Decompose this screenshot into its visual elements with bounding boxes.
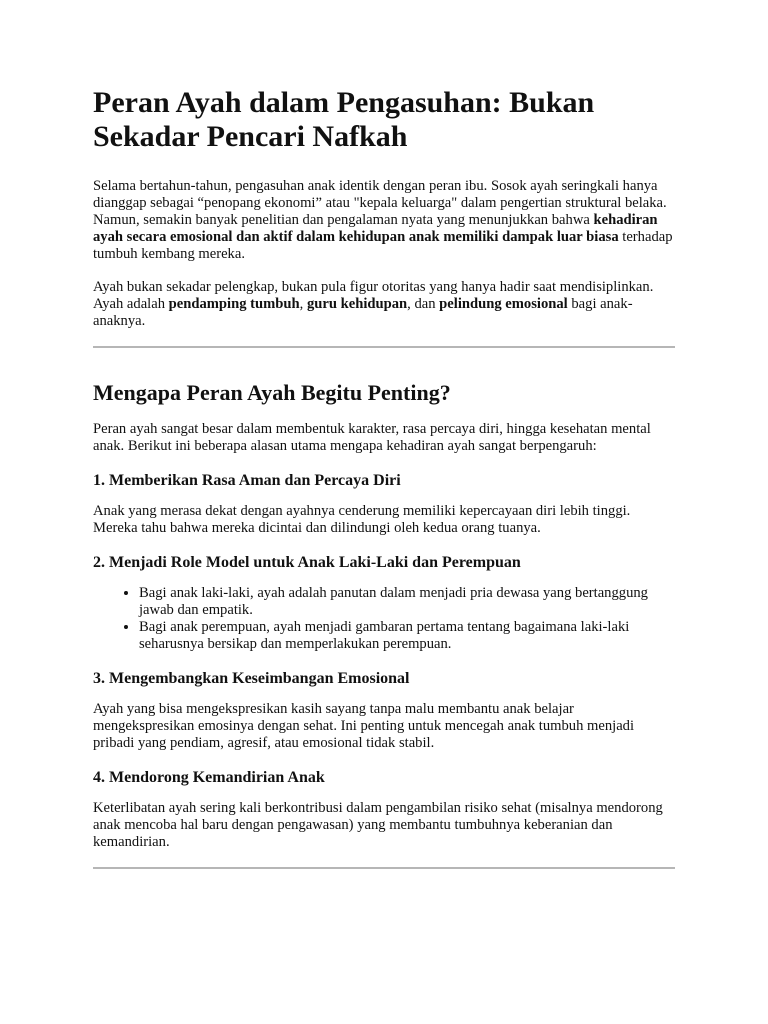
page-title: Peran Ayah dalam Pengasuhan: Bukan Sekadar Pencari Nafkah bbox=[93, 86, 595, 153]
section-divider-bottom bbox=[93, 867, 675, 869]
point-heading-1: 1. Memberikan Rasa Aman dan Percaya Diri bbox=[93, 472, 401, 489]
intro-text: bagi anak-anaknya. bbox=[93, 296, 633, 329]
intro-text: , bbox=[299, 296, 307, 312]
intro-emphasis: pendamping tumbuh bbox=[168, 296, 300, 312]
intro-text: , dan bbox=[407, 296, 440, 312]
point-heading-4: 4. Mendorong Kemandirian Anak bbox=[93, 769, 325, 786]
point-body-1: Anak yang merasa dekat dengan ayahnya cenderung memiliki kepercayaan diri lebih tinggi. Mereka tahu bahwa mereka dicintai dan dilindungi oleh kedua orang tuanya. bbox=[93, 503, 631, 536]
intro-emphasis: guru kehidupan bbox=[306, 296, 408, 312]
intro-emphasis: kehadiran ayah secara emosional dan aktif dalam kehidupan anak memiliki dampak luar biasa bbox=[93, 212, 658, 245]
point-heading-3: 3. Mengembangkan Keseimbangan Emosional bbox=[93, 670, 410, 687]
role-model-list bbox=[93, 585, 675, 653]
intro-text: Ayah bukan sekadar pelengkap, bukan pula figur otoritas yang hanya hadir saat mendisiplinkan. Ayah adalah bbox=[93, 279, 654, 312]
list-item: • Bagi anak laki-laki, ayah adalah panutan dalam menjadi pria dewasa yang bertanggung jawab dan empatik. bbox=[139, 585, 675, 619]
intro-text: terhadap tumbuh kembang mereka. bbox=[93, 229, 673, 262]
intro-paragraph-1 bbox=[93, 178, 675, 263]
point-body-4: Keterlibatan ayah sering kali berkontribusi dalam pengambilan risiko sehat (misalnya mendorong anak mencoba hal baru dengan pengawasan) yang membantu tumbuhnya keberanian dan kemandirian. bbox=[93, 800, 663, 850]
list-item: • Bagi anak perempuan, ayah menjadi gambaran pertama tentang bagaimana laki-laki seharusnya bersikap dan memperlakukan perempuan. bbox=[139, 619, 675, 653]
point-body-3: Ayah yang bisa mengekspresikan kasih sayang tanpa malu membantu anak belajar mengekspresikan emosinya dengan sehat. Ini penting untuk mencegah anak tumbuh menjadi pribadi yang pendiam, agresif, atau emosional tidak stabil. bbox=[93, 701, 635, 751]
point-heading-2: 2. Menjadi Role Model untuk Anak Laki-Laki dan Perempuan bbox=[93, 554, 521, 571]
intro-emphasis: pelindung emosional bbox=[439, 296, 568, 312]
intro-text: Selama bertahun-tahun, pengasuhan anak identik dengan peran ibu. Sosok ayah seringkali hanya dianggap sebagai “penopang ekonomi” atau "kepala keluarga" dalam pengertian struktural belaka. Namun, semakin banyak penelitian dan pengalaman nyata yang menunjukkan bahwa bbox=[93, 178, 667, 228]
section-lead: Peran ayah sangat besar dalam membentuk karakter, rasa percaya diri, hingga kesehatan mental anak. Berikut ini beberapa alasan utama mengapa kehadiran ayah sangat berpengaruh: bbox=[93, 421, 651, 454]
section-divider bbox=[93, 346, 675, 348]
section-heading: Mengapa Peran Ayah Begitu Penting? bbox=[93, 380, 451, 405]
intro-paragraph-2 bbox=[93, 279, 675, 330]
